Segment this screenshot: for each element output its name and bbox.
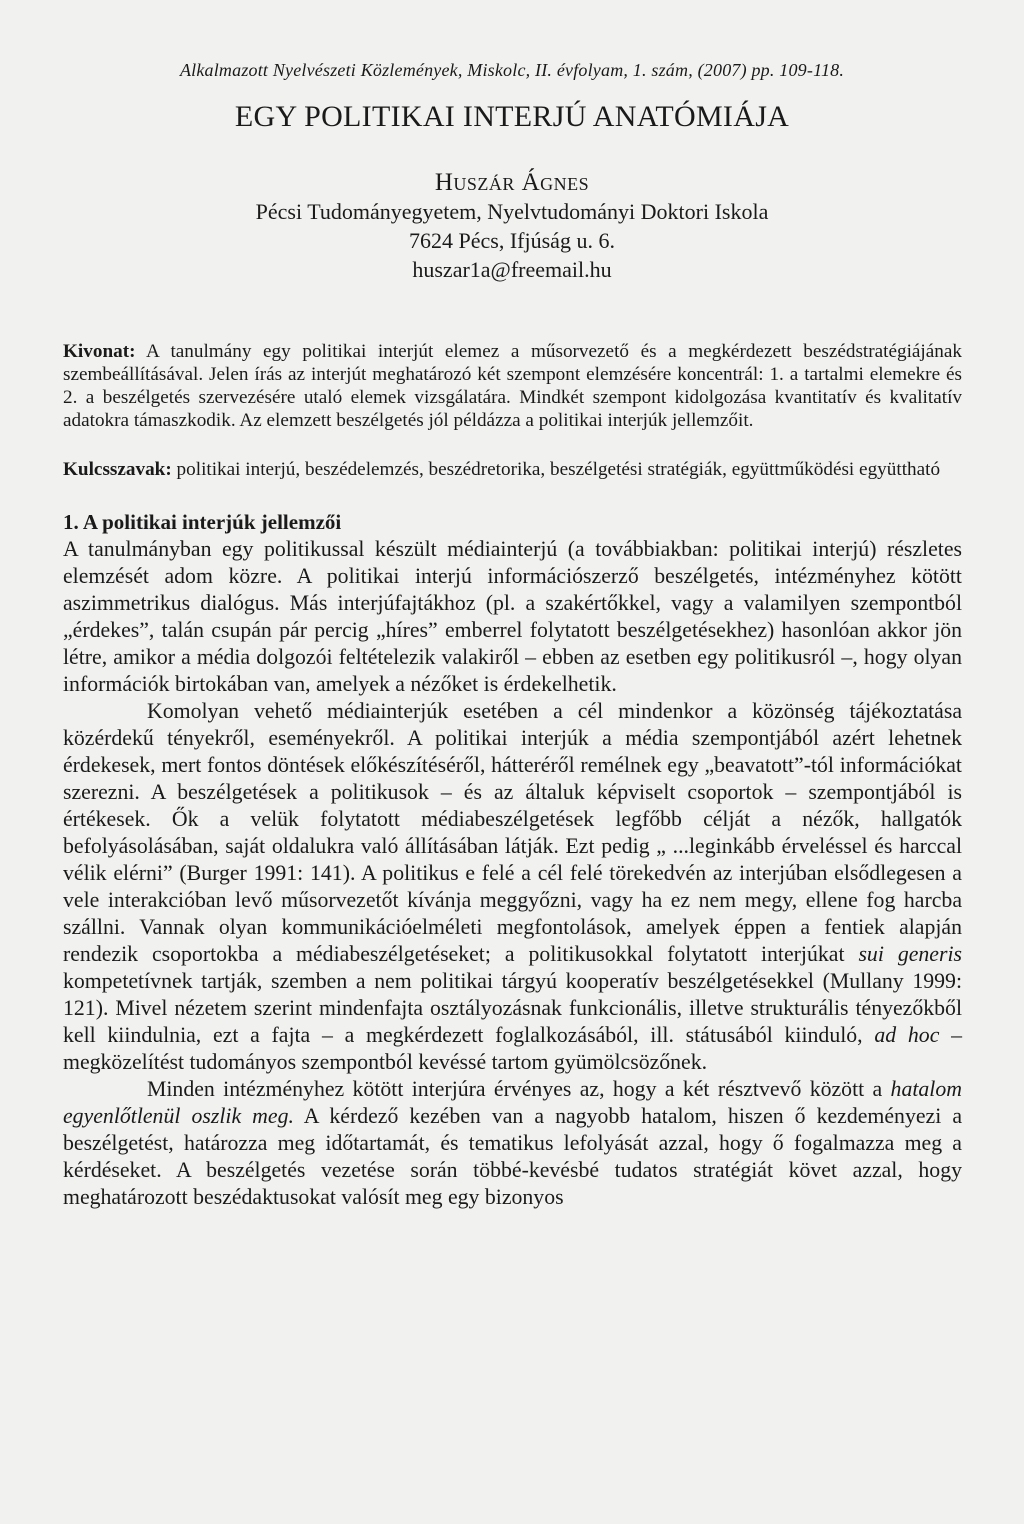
paragraph-2-italic-a: sui generis bbox=[858, 942, 962, 966]
paragraph-1: A tanulmányban egy politikussal készült médiainterjú (a továbbiakban: politikai interjú) részletes elemzését adom közre. A politikai interjú információszerző beszélgetés, intézményhez kötött aszimmetrikus dialógus. Más interjúfajtákhoz (pl. a szakértőkkel, vagy a valamilyen szempontból „érdekes”, talán csupán pár percig „híres” emberrel folytatott beszélgetésekhez) hasonlóan akkor jön létre, amikor a média dolgozói feltételezik valakiről – ebben az esetben egy politikusról –, hogy olyan információk birtokában van, amelyek a nézőket is érdekelhetik. bbox=[63, 537, 962, 696]
paragraph-3-text-b: A kérdező kezében van a nagyobb hatalom, hiszen ő kezdeményezi a beszélgetést, határozza meg időtartamát, és tematikus lefolyását azzal, hogy ő fogalmazza meg a kérdéseket. A beszélgetés vezetése során többé-kevésbé tudatos stratégiát követ azzal, hogy meghatározott beszédaktusokat valósít meg egy bizonyos bbox=[63, 1104, 962, 1209]
author-email: huszar1a@freemail.hu bbox=[412, 257, 612, 282]
paragraph-2-text-a: Komolyan vehető médiainterjúk esetében a cél mindenkor a közönség tájékoztatása közérdekű tényekről, eseményekről. A politikai interjúk a média szempontjából azért lehetnek érdekesek, mert fontos döntések előkészítéséről, hátteréről remélnek egy „beavatott”-tól információkat szerezni. A beszélgetések a politikusok – és az általuk képviselt csoportok – szempontjából is értékesek. Ők a velük folytatott médiabeszélgetések legfőbb célját a nézők, hallgatók befolyásolásában, saját oldalukra való állításában látják. Ezt pedig „ ...leginkább érveléssel és harccal vélik elérni” (Burger 1991: 141). A politikus e felé a cél felé törekedvén az interjúban elsődlegesen a vele interakcióban levő műsorvezetőt kívánja meggyőzni, vagy ha ez nem megy, ellene fog harcba szállni. Vannak olyan kommunikációelméleti megfontolások, amelyek éppen a fentiek alapján rendezik csoportokba a médiabeszélgetéseket; a politikusokkal folytatott interjúkat bbox=[63, 699, 962, 966]
paragraph-3-italic-a: hatalom egyenlőtlenül oszlik meg. bbox=[63, 1077, 962, 1128]
paragraph-3 bbox=[63, 1076, 962, 1211]
abstract-text: A tanulmány egy politikai interjút elemez a műsorvezető és a megkérdezett beszédstratégiájának szembeállításával. Jelen írás az interjút meghatározó két szempont elemzésére koncentrál: 1. a tartalmi elemekre és 2. a beszélgetés szervezésére utaló elemek vizsgálatára. Mindkét szempont kidolgozása kvantitatív és kvalitatív adatokra támaszkodik. Az elemzett beszélgetés jól példázza a politikai interjúk jellemzőit. bbox=[63, 341, 962, 431]
section-heading: 1. A politikai interjúk jellemzői bbox=[63, 510, 342, 534]
paragraph-2-italic-b: ad hoc bbox=[874, 1023, 940, 1047]
section-body bbox=[63, 536, 962, 1211]
paragraph-2-text-b: kompetetívnek tartják, szemben a nem politikai tárgyú kooperatív beszélgetésekkel (Mullany 1999: 121). Mivel nézetem szerint mindenfajta osztályozásnak funkcionális, illetve strukturális tényezőkből kell kiindulnia, ezt a fajta – a megkérdezett foglalkozásából, ill. státusából kiinduló, bbox=[63, 969, 962, 1047]
paragraph-2-text-c: – megközelítést tudományos szempontból kevéssé tartom gyümölcsözőnek. bbox=[63, 1023, 963, 1074]
keywords-label: Kulcsszavak: bbox=[63, 459, 172, 480]
article-content bbox=[63, 340, 962, 1211]
paragraph-3-text-a: Minden intézményhez kötött interjúra érvényes az, hogy a két résztvevő között a bbox=[147, 1077, 891, 1101]
journal-citation: Alkalmazott Nyelvészeti Közlemények, Miskolc, II. évfolyam, 1. szám, (2007) pp. 109-118. bbox=[179, 60, 845, 80]
author-name: Huszár Ágnes bbox=[434, 169, 590, 196]
author-address: 7624 Pécs, Ifjúság u. 6. bbox=[409, 228, 615, 253]
paragraph-2 bbox=[63, 698, 962, 1076]
article-title: EGY POLITIKAI INTERJÚ ANATÓMIÁJA bbox=[234, 100, 790, 133]
author-affiliation: Pécsi Tudományegyetem, Nyelvtudományi Doktori Iskola bbox=[255, 199, 769, 224]
abstract bbox=[63, 340, 962, 432]
author-block bbox=[0, 168, 1024, 284]
keywords-text: politikai interjú, beszédelemzés, beszédretorika, beszélgetési stratégiák, együttműködési együttható bbox=[176, 459, 941, 480]
abstract-label: Kivonat: bbox=[63, 341, 136, 362]
keywords bbox=[63, 458, 962, 481]
